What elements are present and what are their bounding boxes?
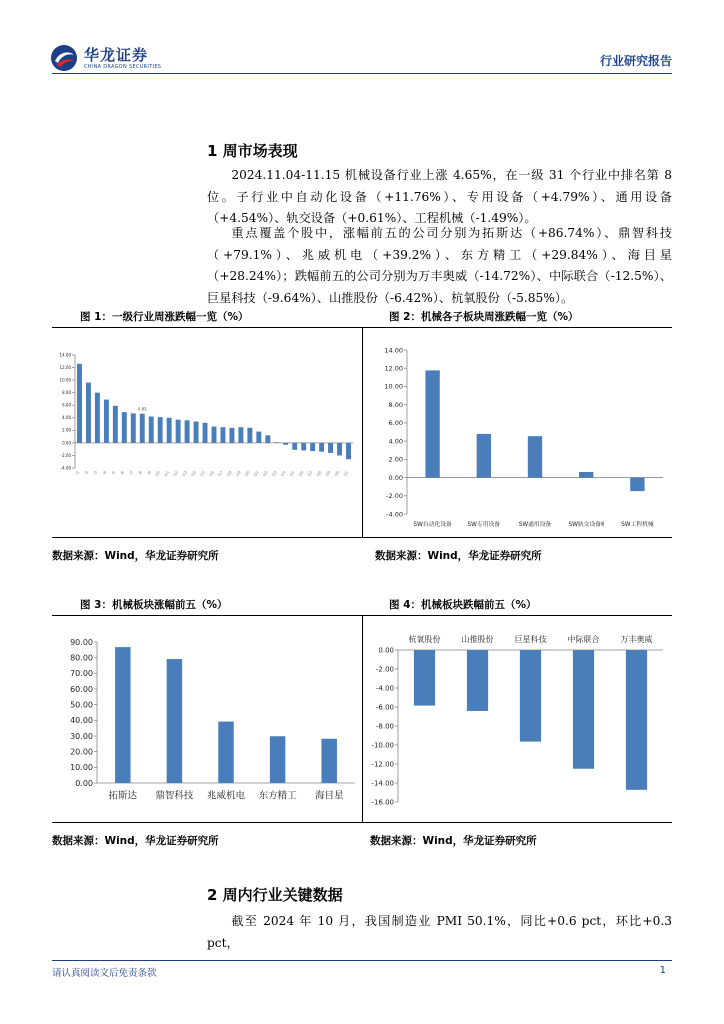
category-label: I28 [316,470,323,478]
figure-2-source: 数据来源：Wind，华龙证券研究所 [375,550,542,562]
category-label: I17 [217,470,224,478]
y-tick-label: -2.00 [386,492,403,501]
category-label: I25 [289,470,296,478]
footer-disclaimer-note: 请认真阅读文后免责条款 [52,968,157,979]
bar-1 [414,650,435,706]
bar-3 [528,436,542,477]
figure-4-title: 图 4：机械板块跌幅前五（%） [389,599,537,611]
bar-7 [131,413,136,443]
y-tick-label: 80.00 [70,653,93,663]
category-label: I11 [163,470,170,478]
y-tick-label: 0.00 [75,778,93,788]
category-label: I16 [208,470,215,478]
y-tick-label: 12.00 [59,364,71,370]
category-label: SW工程机械 [621,521,654,528]
y-tick-label: 12.00 [384,364,403,373]
bar-1 [115,647,130,783]
category-label: I14 [190,470,197,478]
y-tick-label: 10.00 [70,763,93,773]
category-label: I9 [146,470,153,476]
bar-1 [77,364,82,443]
bar-3 [520,650,541,742]
bar-1 [425,370,439,477]
y-tick-label: -10.00 [371,741,394,750]
category-label: 兆威机电 [206,790,246,802]
category-label: SW轨交设备Ⅱ [568,521,604,528]
bar-29 [328,443,333,453]
y-tick-label: -4.00 [375,684,394,693]
category-label: I27 [307,470,314,478]
category-label: I19 [235,470,242,478]
bar-4 [270,736,285,783]
y-tick-label: -8.00 [375,722,394,731]
category-label: I10 [154,470,162,478]
y-tick-label: 90.00 [70,637,93,647]
y-tick-label: 30.00 [70,731,93,741]
category-label: I6 [119,470,126,476]
bar-2 [467,650,488,711]
category-label: I1 [75,470,81,476]
logo-subtext: CHINA DRAGON SECURITIES [84,64,162,70]
category-label: 万丰奥威 [620,635,653,644]
y-tick-label: -16.00 [371,798,394,807]
y-tick-label: 0.00 [378,646,394,655]
category-label: I15 [199,470,206,478]
footer-divider [52,960,672,961]
category-label: I4 [102,470,108,476]
logo-icon [50,44,78,72]
y-tick-label: 0.00 [388,473,403,482]
category-label: I29 [324,470,332,478]
y-tick-label: -12.00 [371,760,394,769]
category-label: 杭氧股份 [408,635,441,644]
category-label: I30 [333,470,341,478]
bar-26 [301,443,306,451]
bar-5 [626,650,647,790]
bar-17 [221,427,226,443]
y-tick-label: -2.00 [375,665,394,674]
bar-18 [229,428,234,443]
y-tick-label: 8.00 [388,400,403,409]
y-tick-label: 10.00 [384,382,403,391]
category-label: SW专用设备 [467,521,501,528]
bar-5 [321,739,336,783]
chart-top5-losers [365,622,670,820]
y-tick-label: 60.00 [70,684,93,694]
category-label: SW自动化设备 [413,521,452,528]
bar-6 [122,412,127,443]
bar-2 [477,434,491,478]
figure-4-source: 数据来源：Wind，华龙证券研究所 [370,835,537,847]
figure-1-title: 图 1：一级行业周涨跌幅一览（%） [80,311,249,323]
bar-24 [283,443,288,445]
y-tick-label: 14.00 [384,346,403,355]
category-label: 中际联合 [567,635,600,644]
paragraph-1: 2024.11.04-11.15 机械设备行业上涨 4.65%，在一级 31 个行业中排名第 8 位。子行业中自动化设备（+11.76%）、专用设备（+4.79%）、通用设备（+4.54%）、轨交设备（+0.61%）、工程机械（-1.49%）。 [207,168,672,225]
y-tick-label: 2.00 [388,455,403,464]
category-label: I13 [181,470,188,478]
bar-25 [292,443,297,450]
y-tick-label: -4.00 [60,465,71,471]
category-label: I24 [280,470,287,478]
y-tick-label: -4.00 [386,510,403,519]
bar-20 [247,428,252,443]
category-label: I2 [84,470,90,476]
bar-2 [86,383,91,443]
bar-4 [579,472,593,478]
bar-27 [310,443,315,451]
category-label: 巨星科技 [514,635,547,644]
bar-31 [346,443,351,459]
category-label: I5 [111,470,117,476]
bar-11 [167,418,172,443]
bar-2 [167,659,182,783]
bar-13 [185,420,190,443]
bar-5 [113,406,118,443]
category-label: I26 [298,470,305,478]
logo-text: 华龙证券 [84,46,149,64]
y-tick-label: 14.00 [59,352,71,358]
bar-3 [95,393,100,443]
bar-3 [218,722,233,783]
y-tick-label: -14.00 [371,779,394,788]
y-tick-label: 4.00 [62,415,71,421]
bar-15 [203,423,208,443]
category-label: 拓斯达 [108,790,138,802]
y-tick-label: 8.00 [62,390,71,396]
section-heading-2: 2 周内行业关键数据 [207,886,343,904]
chart-industry-weekly [55,330,360,535]
bar-16 [212,427,217,443]
category-label: I20 [244,470,251,478]
section-heading-1: 1 周市场表现 [207,142,298,160]
bar-9 [149,417,154,443]
figure-row-1-bottom-rule [52,537,672,538]
bar-23 [274,442,279,443]
bar-12 [176,420,181,443]
report-type: 行业研究报告 [599,54,672,68]
bar-22 [265,435,270,443]
category-label: 山推股份 [461,635,494,644]
y-tick-label: 10.00 [59,377,71,383]
y-tick-label: 2.00 [62,427,71,433]
bar-4 [104,400,109,443]
category-label: I21 [253,470,260,478]
y-tick-label: 40.00 [70,716,93,726]
y-tick-label: 50.00 [70,700,93,710]
bar-4 [573,650,594,769]
figure-2-title: 图 2：机械各子板块周涨跌幅一览（%） [389,311,579,323]
chart-top5-gainers [55,622,360,820]
category-label: I31 [342,470,350,478]
data-label: 4.65 [137,406,147,412]
paragraph-3: 截至 2024 年 10 月，我国制造业 PMI 50.1%，同比+0.6 pct，环比+0.3 pct， [207,914,672,950]
page-number: 1 [659,965,666,976]
bar-30 [337,443,342,456]
bar-14 [194,422,199,443]
figure-row-1-separator [362,327,363,537]
y-tick-label: 6.00 [388,419,403,428]
figure-row-2-separator [362,615,363,822]
category-label: I18 [226,470,233,478]
figure-row-2-bottom-rule [52,822,672,823]
y-tick-label: 70.00 [70,669,93,679]
category-label: 海目星 [314,790,344,802]
category-label: 鼎智科技 [155,790,194,802]
y-tick-label: -6.00 [375,703,394,712]
bar-28 [319,443,324,452]
y-tick-label: 6.00 [62,402,71,408]
bar-8 [140,414,145,443]
y-tick-label: -2.00 [60,452,71,458]
figure-3-source: 数据来源：Wind，华龙证券研究所 [52,835,219,847]
bar-21 [256,432,261,443]
figure-3-title: 图 3：机械板块涨幅前五（%） [80,599,228,611]
category-label: 东方精工 [258,790,297,802]
y-tick-label: 0.00 [62,440,71,446]
category-label: I22 [262,470,269,478]
category-label: I8 [137,470,144,476]
figure-1-source: 数据来源：Wind，华龙证券研究所 [52,550,219,562]
category-label: I23 [271,470,278,478]
y-tick-label: 4.00 [388,437,403,446]
paragraph-2: 重点覆盖个股中，涨幅前五的公司分别为拓斯达（+86.74%）、鼎智科技（+79.1%）、兆威机电（+39.2%）、东方精工（+29.84%）、海目星（+28.24%）；跌幅前五的公司分别为万丰奥威（-14.72%）、中际联合（-12.5%）、巨星科技（-9.64%）、山推股份（-6.42%）、杭氧股份（-5.85%）。 [207,226,672,305]
bar-5 [630,478,644,492]
bar-10 [158,417,163,443]
category-label: SW通用设备 [518,521,552,528]
category-label: I12 [172,470,179,478]
category-label: I3 [93,470,99,476]
bar-19 [238,427,243,443]
y-tick-label: 20.00 [70,747,93,757]
category-label: I7 [128,470,135,476]
header-divider [52,73,672,74]
chart-subsector-weekly [365,330,670,535]
